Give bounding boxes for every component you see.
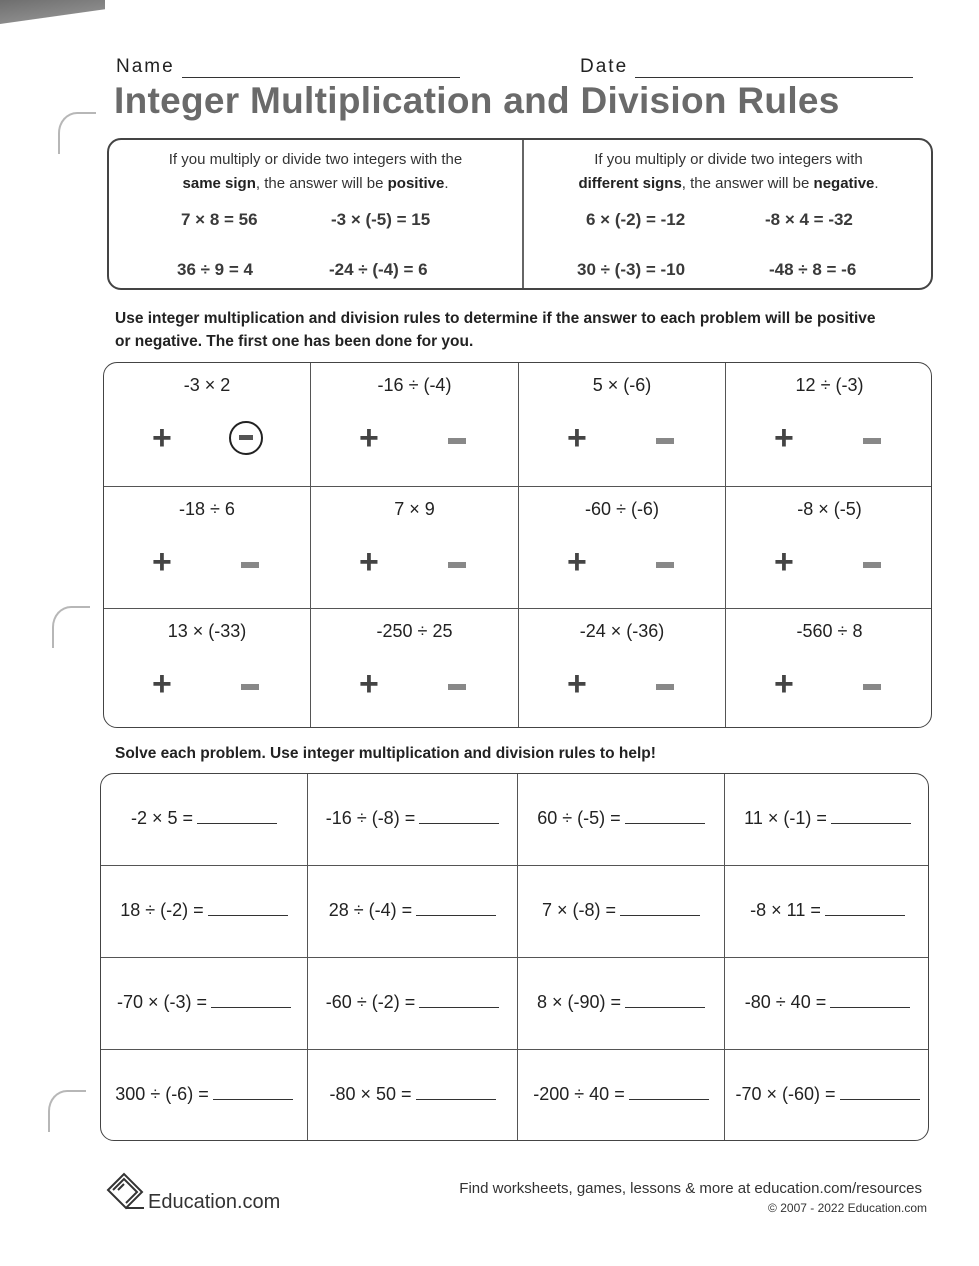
solve-problem-text: -60 ÷ (-2) = xyxy=(325,992,416,1012)
minus-choice[interactable] xyxy=(448,562,466,568)
date-line[interactable] xyxy=(635,61,913,78)
solve-problem-cell xyxy=(725,774,929,866)
solve-problem-cell xyxy=(725,1050,929,1141)
solve-problem xyxy=(308,900,517,921)
solve-problem-text: -70 × (-60) = xyxy=(735,1084,836,1104)
sign-problem-cell xyxy=(726,487,932,609)
hole-punch-mark xyxy=(52,606,90,648)
answer-blank[interactable] xyxy=(419,1007,499,1008)
rule-example: 30 ÷ (-3) = -10 xyxy=(577,260,686,279)
answer-blank[interactable] xyxy=(211,1007,291,1008)
solve-problem-text: -200 ÷ 40 = xyxy=(533,1084,625,1104)
solve-problem xyxy=(725,900,929,921)
sign-problem-text: -24 × (-36) xyxy=(579,621,665,641)
solve-problem-text: 18 ÷ (-2) = xyxy=(120,900,204,920)
minus-choice[interactable] xyxy=(241,562,259,568)
plus-choice[interactable]: + xyxy=(774,543,794,581)
minus-choice[interactable] xyxy=(241,684,259,690)
minus-choice[interactable] xyxy=(448,438,466,444)
different-sign-text: If you multiply or divide two integers with different signs, the answer will be negative. xyxy=(578,151,879,192)
solve-problem xyxy=(308,992,517,1013)
minus-choice[interactable] xyxy=(448,684,466,690)
sign-problem-text: 13 × (-33) xyxy=(167,621,247,641)
answer-blank[interactable] xyxy=(208,915,288,916)
solve-problem-cell xyxy=(308,958,518,1050)
solve-problem xyxy=(101,808,307,829)
solve-problem-text: 8 × (-90) = xyxy=(536,992,622,1012)
solve-problem-cell xyxy=(308,1050,518,1141)
solve-problem-text: -2 × 5 = xyxy=(130,808,194,828)
scan-shadow xyxy=(0,0,105,38)
plus-choice[interactable]: + xyxy=(152,665,172,703)
rule-example: -8 × 4 = -32 xyxy=(765,210,853,229)
solve-problem-cell xyxy=(101,958,308,1050)
sign-problem-cell xyxy=(311,363,519,487)
different-sign-rule xyxy=(522,140,935,288)
section1-instructions: Use integer multiplication and division rules to determine if the answer to each problem will be positive or negative. The first one has been done for you. xyxy=(115,310,876,350)
solve-problem-cell xyxy=(518,774,725,866)
hole-punch-mark xyxy=(58,112,96,154)
plus-choice[interactable]: + xyxy=(567,543,587,581)
hole-punch-mark xyxy=(48,1090,86,1132)
plus-choice[interactable]: + xyxy=(359,543,379,581)
solve-problem-cell xyxy=(101,1050,308,1141)
sign-problem-cell xyxy=(311,609,519,728)
solve-problem-text: 11 × (-1) = xyxy=(744,808,827,828)
solve-problem-text: 7 × (-8) = xyxy=(541,900,617,920)
plus-choice[interactable]: + xyxy=(774,419,794,457)
sign-problem-text: -60 ÷ (-6) xyxy=(585,499,659,519)
rule-example: -48 ÷ 8 = -6 xyxy=(769,260,857,279)
name-line[interactable] xyxy=(182,61,460,78)
sign-problem-text: 5 × (-6) xyxy=(592,375,652,395)
answer-blank[interactable] xyxy=(840,1099,920,1100)
solve-problem-cell xyxy=(518,958,725,1050)
solve-problem xyxy=(518,1084,724,1105)
solve-problem-text: -16 ÷ (-8) = xyxy=(325,808,416,828)
sign-problem-text: 12 ÷ (-3) xyxy=(795,375,864,395)
page-title: Integer Multiplication and Division Rules xyxy=(114,80,840,121)
sign-problem-cell xyxy=(311,487,519,609)
solve-problem-cell xyxy=(101,774,308,866)
plus-choice[interactable]: + xyxy=(567,419,587,457)
solve-grid xyxy=(100,773,929,1141)
solve-problem-text: 28 ÷ (-4) = xyxy=(328,900,413,920)
minus-choice[interactable] xyxy=(656,438,674,444)
answer-blank[interactable] xyxy=(197,823,277,824)
sign-problem-text: -16 ÷ (-4) xyxy=(377,375,452,395)
solve-problem-text: -70 × (-3) = xyxy=(116,992,208,1012)
solve-problem-text: -80 × 50 = xyxy=(329,1084,412,1104)
sign-problem-cell xyxy=(104,487,311,609)
rule-example: 7 × 8 = 56 xyxy=(181,210,258,229)
sign-problem-text: -3 × 2 xyxy=(183,375,231,395)
answer-blank[interactable] xyxy=(831,823,911,824)
sign-problem-cell xyxy=(519,609,726,728)
plus-choice[interactable]: + xyxy=(359,419,379,457)
date-field xyxy=(580,56,913,78)
minus-choice[interactable] xyxy=(863,684,881,690)
solve-problem xyxy=(725,1084,929,1105)
solve-problem xyxy=(518,992,724,1013)
education-logo-icon xyxy=(104,1170,146,1210)
same-sign-text: If you multiply or divide two integers with the same sign, the answer will be positive. xyxy=(168,151,463,192)
rule-example: -3 × (-5) = 15 xyxy=(331,210,431,229)
solve-problem xyxy=(518,808,724,829)
solve-problem xyxy=(101,900,307,921)
solve-problem xyxy=(101,1084,307,1105)
solve-problem xyxy=(518,900,724,921)
same-sign-rule xyxy=(109,140,522,288)
solve-problem-cell xyxy=(725,866,929,958)
answer-blank[interactable] xyxy=(629,1099,709,1100)
answer-blank[interactable] xyxy=(825,915,905,916)
solve-problem-cell xyxy=(308,866,518,958)
sign-problem-text: -250 ÷ 25 xyxy=(376,621,453,641)
name-field xyxy=(116,56,460,78)
answer-blank[interactable] xyxy=(620,915,700,916)
plus-choice[interactable]: + xyxy=(774,665,794,703)
minus-choice[interactable] xyxy=(863,562,881,568)
solve-problem xyxy=(725,992,929,1013)
sign-grid xyxy=(103,362,932,728)
rule-example: 36 ÷ 9 = 4 xyxy=(177,260,253,279)
sign-problem-cell xyxy=(104,363,311,487)
section2-instructions: Solve each problem. Use integer multiplication and division rules to help! xyxy=(115,745,656,762)
plus-choice[interactable]: + xyxy=(359,665,379,703)
plus-choice[interactable]: + xyxy=(152,543,172,581)
solve-problem-text: -8 × 11 = xyxy=(750,900,821,920)
solve-problem-cell xyxy=(518,1050,725,1141)
solve-problem-cell xyxy=(101,866,308,958)
answer-blank[interactable] xyxy=(625,823,705,824)
answer-blank[interactable] xyxy=(213,1099,293,1100)
minus-icon xyxy=(239,435,253,440)
solve-problem xyxy=(308,1084,517,1105)
sign-problem-cell xyxy=(726,363,932,487)
solve-problem-cell xyxy=(518,866,725,958)
sign-problem-cell xyxy=(519,363,726,487)
answer-blank[interactable] xyxy=(416,1099,496,1100)
solve-problem-cell xyxy=(725,958,929,1050)
plus-choice[interactable]: + xyxy=(567,665,587,703)
answer-blank[interactable] xyxy=(625,1007,705,1008)
rule-example: 6 × (-2) = -12 xyxy=(586,210,686,229)
minus-choice[interactable] xyxy=(656,684,674,690)
minus-choice-circled[interactable] xyxy=(229,421,263,455)
sign-problem-text: -560 ÷ 8 xyxy=(796,621,863,641)
plus-choice[interactable]: + xyxy=(152,419,172,457)
sign-problem-cell xyxy=(726,609,932,728)
solve-problem xyxy=(101,992,307,1013)
solve-problem xyxy=(308,808,517,829)
solve-problem-text: 60 ÷ (-5) = xyxy=(537,808,621,828)
name-label: Name xyxy=(116,56,175,77)
answer-blank[interactable] xyxy=(416,915,496,916)
rules-box xyxy=(107,138,933,290)
sign-problem-text: -8 × (-5) xyxy=(797,499,862,519)
sign-problem-text: -18 ÷ 6 xyxy=(179,499,235,519)
resources-link[interactable]: Find worksheets, games, lessons & more at education.com/resources xyxy=(459,1180,922,1197)
sign-problem-cell xyxy=(519,487,726,609)
answer-blank[interactable] xyxy=(830,1007,910,1008)
solve-problem-text: 300 ÷ (-6) = xyxy=(115,1084,209,1104)
solve-problem-cell xyxy=(308,774,518,866)
minus-choice[interactable] xyxy=(863,438,881,444)
brand-name: Education.com xyxy=(148,1191,281,1213)
rule-example: -24 ÷ (-4) = 6 xyxy=(329,260,428,279)
solve-problem xyxy=(725,808,929,829)
date-label: Date xyxy=(580,56,629,77)
copyright: © 2007 - 2022 Education.com xyxy=(768,1201,927,1215)
answer-blank[interactable] xyxy=(419,823,499,824)
minus-choice[interactable] xyxy=(656,562,674,568)
solve-problem-text: -80 ÷ 40 = xyxy=(744,992,827,1012)
sign-problem-text: 7 × 9 xyxy=(394,499,435,519)
sign-problem-cell xyxy=(104,609,311,728)
